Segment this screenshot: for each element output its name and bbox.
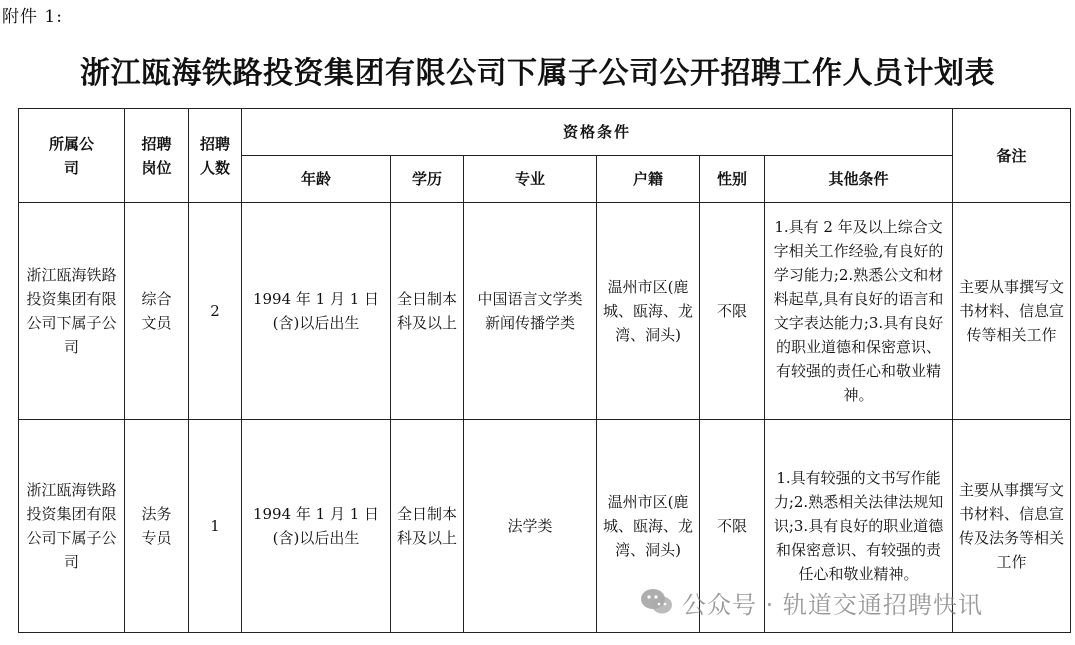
other-conditions-cell: 1.具有 2 年及以上综合文字相关工作经验,有良好的学习能力;2.熟悉公文和材料起草,具有良好的语言和文字表达能力;3.具有良好的职业道德和保密意识、有较强的责任心和敬业精神。 [765,203,953,420]
header-major: 专业 [464,156,597,203]
company-cell: 浙江瓯海铁路投资集团有限公司下属子公司 [19,420,125,633]
household-cell: 温州市区(鹿城、瓯海、龙湾、洞头) [597,420,700,633]
age-cell: 1994 年 1 月 1 日(含)以后出生 [242,203,391,420]
header-education: 学历 [391,156,464,203]
count-cell: 1 [189,420,242,633]
header-count: 招聘人数 [189,109,242,203]
position-cell: 法务专员 [125,420,189,633]
recruitment-plan-table [18,108,1071,633]
count-cell: 2 [189,203,242,420]
table-header-row [19,109,1071,156]
header-remarks: 备注 [953,109,1071,203]
watermark-text: 公众号 · 轨道交通招聘快讯 [682,590,983,619]
age-cell: 1994 年 1 月 1 日(含)以后出生 [242,420,391,633]
header-position: 招聘岗位 [125,109,189,203]
major-cell: 中国语言文学类新闻传播学类 [464,203,597,420]
header-household: 户籍 [597,156,700,203]
page-title: 浙江瓯海铁路投资集团有限公司下属子公司公开招聘工作人员计划表 [80,56,995,91]
household-cell: 温州市区(鹿城、瓯海、龙湾、洞头) [597,203,700,420]
major-cell: 法学类 [464,420,597,633]
education-cell: 全日制本科及以上 [391,420,464,633]
header-gender: 性别 [700,156,765,203]
remarks-cell: 主要从事撰写文书材料、信息宣传及法务等相关工作 [953,420,1071,633]
wechat-icon [640,587,674,617]
watermark [640,584,983,620]
gender-cell: 不限 [700,203,765,420]
header-qualifications: 资格条件 [242,109,953,156]
other-conditions-cell: 1.具有较强的文书写作能力;2.熟悉相关法律法规知识;3.具有良好的职业道德和保密意识、有较强的责任心和敬业精神。 [765,420,953,633]
gender-cell: 不限 [700,420,765,633]
attachment-label: 附件 1: [2,7,63,27]
company-cell: 浙江瓯海铁路投资集团有限公司下属子公司 [19,203,125,420]
header-other: 其他条件 [765,156,953,203]
header-company: 所属公司 [19,109,125,203]
remarks-cell: 主要从事撰写文书材料、信息宣传等相关工作 [953,203,1071,420]
position-cell: 综合文员 [125,203,189,420]
table-row [19,203,1071,420]
education-cell: 全日制本科及以上 [391,203,464,420]
header-age: 年龄 [242,156,391,203]
